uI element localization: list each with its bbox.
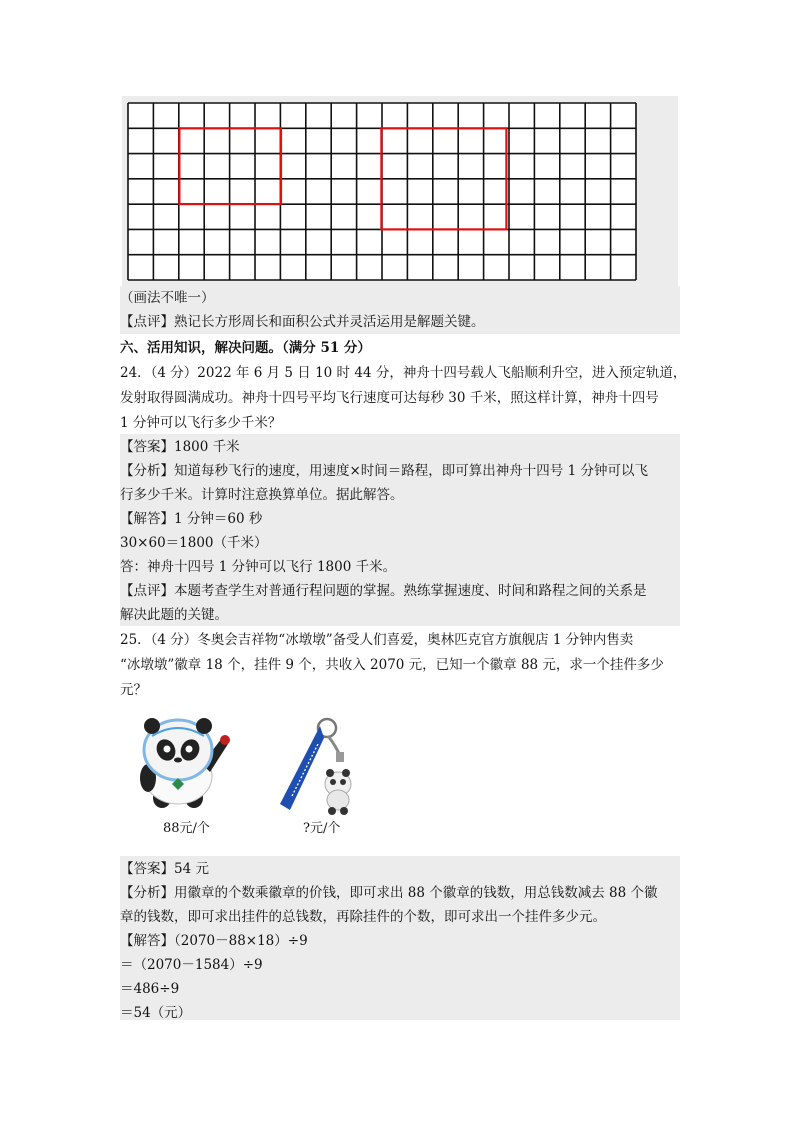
section-title: 六、活用知识，解决问题。（满分 51 分） — [120, 340, 371, 356]
q25-analysis-2: 章的钱数，即可求出挂件的总钱数，再除挂件的个数，即可求出一个挂件多少元。 — [120, 909, 606, 925]
grid-figure — [122, 96, 678, 286]
q24-answer: 【答案】1800 千米 — [120, 439, 240, 455]
q24-review-2: 解决此题的关键。 — [120, 607, 228, 623]
q24-analysis-1: 【分析】知道每秒飞行的速度，用速度×时间＝路程，即可算出神舟十四号 1 分钟可以飞 — [120, 463, 648, 479]
q24-solution-1: 【解答】1 分钟＝60 秒 — [120, 511, 263, 527]
q25-line-3: 元？ — [120, 682, 147, 698]
badge-price-caption: 88元/个 — [163, 821, 210, 836]
q24-line-1: 24．（4 分）2022 年 6 月 5 日 10 时 44 分，神舟十四号载人飞船顺利升空，进入预定轨道， — [120, 365, 687, 381]
grid-note: （画法不唯一） — [120, 290, 215, 306]
panda-badge-icon — [132, 716, 234, 816]
q25-answer: 【答案】54 元 — [120, 861, 209, 877]
review-1: 【点评】熟记长方形周长和面积公式并灵活运用是解题关键。 — [120, 314, 485, 330]
q25-line-1: 25．（4 分）冬奥会吉祥物“冰墩墩”备受人们喜爱，奥林匹克官方旗舰店 1 分钟内售卖 — [120, 632, 634, 648]
q25-solution-2: ＝（2070－1584）÷9 — [120, 957, 263, 973]
q25-solution-1: 【解答】（2070－88×18）÷9 — [120, 933, 308, 949]
q25-analysis-1: 【分析】用徽章的个数乘徽章的价钱，即可求出 88 个徽章的钱数，用总钱数减去 88 个徽 — [120, 885, 658, 901]
q24-analysis-2: 行多少千米。计算时注意换算单位。据此解答。 — [120, 487, 404, 503]
grid-svg — [122, 96, 678, 286]
q24-review-1: 【点评】本题考查学生对普通行程问题的掌握。熟练掌握速度、时间和路程之间的关系是 — [120, 583, 647, 599]
q24-solution-3: 答：神舟十四号 1 分钟可以飞行 1800 千米。 — [120, 559, 397, 575]
keychain-icon — [272, 716, 382, 816]
q25-solution-3: ＝486÷9 — [120, 981, 180, 997]
q24-solution-2: 30×60＝1800（千米） — [120, 535, 268, 551]
q24-line-2: 发射取得圆满成功。神舟十四号平均飞行速度可达每秒 30 千米，照这样计算，神舟十四号 — [120, 390, 659, 406]
q24-line-3: 1 分钟可以飞行多少千米？ — [120, 415, 282, 431]
q25-solution-4: ＝54（元） — [120, 1005, 192, 1021]
keychain-price-caption: ?元/个 — [303, 821, 341, 836]
q25-line-2: “冰墩墩”徽章 18 个，挂件 9 个，共收入 2070 元，已知一个徽章 88 元，求一个挂件多少 — [120, 657, 664, 673]
